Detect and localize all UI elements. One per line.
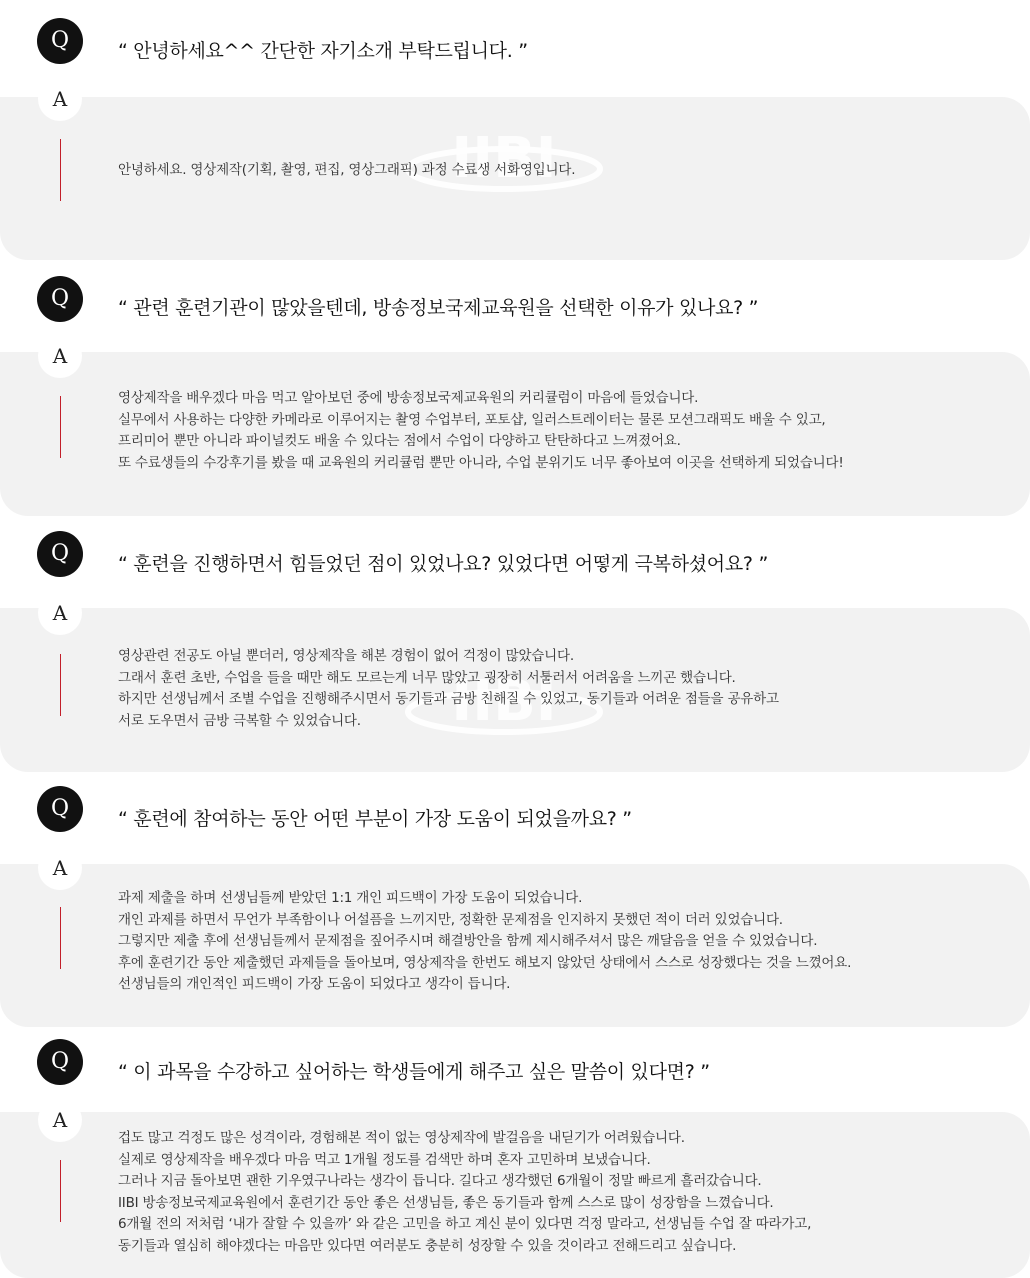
question-text: “ 훈련에 참여하는 동안 어떤 부분이 가장 도움이 되었을까요? ” — [118, 808, 632, 830]
answer-badge: A — [38, 334, 82, 378]
svg-text:IIBI: IIBI — [451, 126, 557, 191]
answer-line: 서로 도우면서 금방 극복할 수 있었습니다. — [118, 712, 361, 729]
answer-line: 안녕하세요. 영상제작(기획, 촬영, 편집, 영상그래픽) 과정 수료생 서화영입니다. — [118, 162, 576, 178]
answer-line: 또 수료생들의 수강후기를 봤을 때 교육원의 커리큘럼 뿐만 아니라, 수업 분위기도 너무 좋아보여 이곳을 선택하게 되었습니다! — [118, 454, 844, 471]
answer-line: 개인 과제를 하면서 무언가 부족함이나 어설픔을 느끼지만, 정확한 문제점을 인지하지 못했던 적이 더러 있었습니다. — [118, 911, 783, 928]
answer-accent-line — [60, 396, 61, 458]
answer-line: 프리미어 뿐만 아니라 파이널컷도 배울 수 있다는 점에서 수업이 다양하고 탄탄하다고 느껴졌어요. — [118, 433, 681, 449]
answer-line: 영상관련 전공도 아닐 뿐더러, 영상제작을 해본 경험이 없어 걱정이 많았습니다. — [118, 648, 574, 664]
answer-line: 그렇지만 제출 후에 선생님들께서 문제점을 짚어주시며 해결방안을 함께 제시해주셔서 많은 깨달음을 얻을 수 있었습니다. — [118, 933, 818, 949]
answer-line: 후에 훈련기간 동안 제출했던 과제들을 돌아보며, 영상제작을 한번도 해보지 않았던 상태에서 스스로 성장했다는 것을 느꼈어요. — [118, 954, 852, 971]
answer-text — [118, 388, 844, 474]
answer-panel — [0, 97, 1030, 260]
answer-badge: A — [38, 77, 82, 121]
question-badge: Q — [37, 531, 83, 577]
answer-line: 과제 제출을 하며 선생님들께 받았던 1:1 개인 피드백이 가장 도움이 되었습니다. — [118, 890, 583, 906]
answer-accent-line — [60, 654, 61, 716]
question-text: “ 훈련을 진행하면서 힘들었던 점이 있었나요? 있었다면 어떻게 극복하셨어요? ” — [118, 553, 768, 575]
answer-line: 선생님들의 개인적인 피드백이 가장 도움이 되었다고 생각이 듭니다. — [118, 976, 511, 992]
question-badge: Q — [37, 18, 83, 64]
answer-accent-line — [60, 1160, 61, 1222]
answer-text — [118, 1128, 811, 1257]
answer-line: 하지만 선생님께서 조별 수업을 진행해주시면서 동기들과 금방 친해질 수 있었고, 동기들과 어려운 점들을 공유하고 — [118, 691, 779, 707]
question-text: “ 이 과목을 수강하고 싶어하는 학생들에게 해주고 싶은 말씀이 있다면? ” — [118, 1061, 710, 1083]
answer-panel — [0, 608, 1030, 772]
answer-line: 동기들과 열심히 해야겠다는 마음만 있다면 여러분도 충분히 성장할 수 있을 것이라고 전해드리고 싶습니다. — [118, 1237, 737, 1254]
answer-accent-line — [60, 139, 61, 201]
answer-line: 실제로 영상제작을 배우겠다 마음 먹고 1개월 정도를 검색만 하며 혼자 고민하며 보냈습니다. — [118, 1151, 651, 1168]
question-text: “ 관련 훈련기관이 많았을텐데, 방송정보국제교육원을 선택한 이유가 있나요? ” — [118, 297, 759, 319]
answer-text — [118, 888, 851, 996]
answer-panel — [0, 864, 1030, 1027]
answer-line: 그러나 지금 돌아보면 괜한 기우였구나라는 생각이 듭니다. 길다고 생각했던 6개월이 정말 빠르게 흘러갔습니다. — [118, 1173, 762, 1189]
svg-text:IIBI: IIBI — [451, 669, 557, 734]
question-badge: Q — [37, 786, 83, 832]
answer-text — [118, 160, 575, 182]
answer-panel — [0, 352, 1030, 516]
answer-badge: A — [38, 846, 82, 890]
question-text: “ 안녕하세요^^ 간단한 자기소개 부탁드립니다. ” — [118, 40, 528, 62]
answer-line: 실무에서 사용하는 다양한 카메라로 이루어지는 촬영 수업부터, 포토샵, 일러스트레이터는 물론 모션그래픽도 배울 수 있고, — [118, 411, 826, 428]
question-badge: Q — [37, 276, 83, 322]
answer-line: 영상제작을 배우겠다 마음 먹고 알아보던 중에 방송정보국제교육원의 커리큘럼이 마음에 들었습니다. — [118, 390, 699, 406]
answer-line: 그래서 훈련 초반, 수업을 들을 때만 해도 모르는게 너무 많았고 굉장히 서툴러서 어려움을 느끼곤 했습니다. — [118, 669, 736, 686]
answer-line: 6개월 전의 저처럼 ‘내가 잘할 수 있을까’ 와 같은 고민을 하고 계신 분이 있다면 걱정 말라고, 선생님들 수업 잘 따라가고, — [118, 1216, 812, 1232]
answer-accent-line — [60, 907, 61, 969]
answer-line: 겁도 많고 걱정도 많은 성격이라, 경험해본 적이 없는 영상제작에 발걸음을 내딛기가 어려웠습니다. — [118, 1130, 685, 1146]
question-badge: Q — [37, 1039, 83, 1085]
answer-panel — [0, 1112, 1030, 1278]
answer-badge: A — [38, 591, 82, 635]
answer-text — [118, 646, 779, 732]
answer-line: IIBI 방송정보국제교육원에서 훈련기간 동안 좋은 선생님들, 좋은 동기들과 함께 스스로 많이 성장함을 느꼈습니다. — [118, 1194, 774, 1211]
answer-badge: A — [38, 1098, 82, 1142]
